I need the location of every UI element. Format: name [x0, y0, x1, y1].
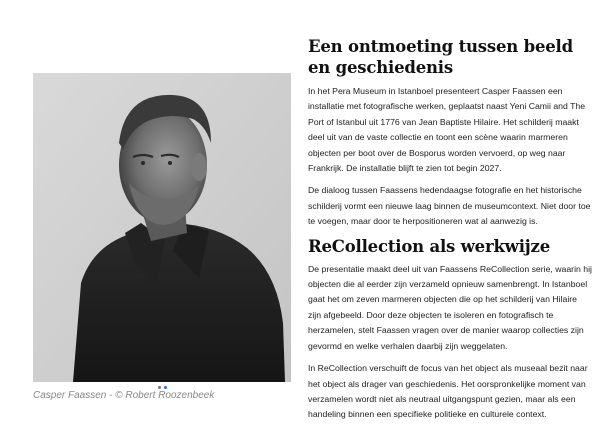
image-caption: Casper Faassen - © Robert Roozenbeek — [33, 390, 215, 401]
portrait-image — [33, 73, 291, 382]
paragraph: In ReCollection verschuift de focus van het object als museaal bezit naar het object als drager van geschiedenis. Het oorspronkelijke moment van verzamelen wordt niet als neutraal uitgangspunt gezien, maar als een handeling binnen een specifieke politieke en culturele context. — [308, 363, 588, 420]
carousel-dot[interactable] — [158, 386, 161, 389]
carousel-dot-active[interactable] — [164, 386, 167, 389]
article — [308, 36, 592, 423]
portrait-photo — [33, 73, 291, 382]
paragraph: In het Pera Museum in Istanboel presenteert Casper Faassen een installatie met fotografische werken, geplaatst naast Yeni Camii and The Port of Istanbul uit 1776 van Jean Baptiste Hilaire. Het schilderij maakt deel uit van de vaste collectie en toont een scène waarin marmeren objecten per boot over de Bosporus worden vervoerd, op weg naar Frankrijk. De installatie blijft te zien tot begin 2027. — [308, 86, 586, 174]
heading-recollection: ReCollection als werkwijze — [308, 236, 550, 256]
paragraph: De presentatie maakt deel uit van Faassens ReCollection serie, waarin hij objecten die al eerder zijn verzameld opnieuw samenbrengt. In Istanboel gaat het om zeven marmeren objecten die op het schilderij van Hilaire zijn afgebeeld. Door deze objecten te isoleren en fotografisch te herzamelen, stelt Faassen vragen over de manier waarop collecties zijn gevormd en welke verhalen daarbij zijn weggelaten. — [308, 263, 592, 351]
heading-ontmoeting: Een ontmoeting tussen beeld en geschiedenis — [308, 37, 573, 77]
paragraph: De dialoog tussen Faassens hedendaagse fotografie en het historische schilderij vormt een nieuwe laag binnen de museumcontext. Niet door toe te voegen, maar door te herpositioneren wat al aanwezig is. — [308, 185, 591, 227]
